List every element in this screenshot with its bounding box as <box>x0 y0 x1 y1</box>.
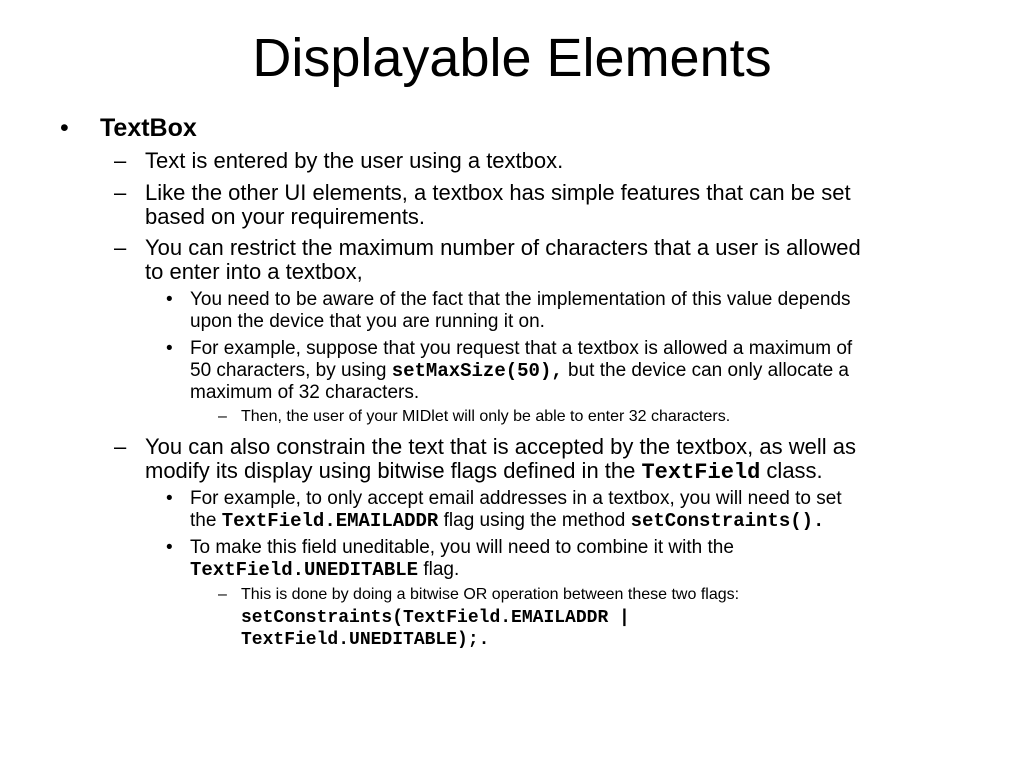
bullet-constrain-cont <box>145 458 823 485</box>
bullet-uneditable-cont <box>190 559 459 581</box>
bullet-aware-cont <box>190 311 545 333</box>
bullet-bitwise <box>218 585 740 605</box>
bullet-marker: • <box>166 338 173 359</box>
bullet-entered <box>114 148 564 173</box>
bullet-text: Like the other UI elements, a textbox has simple features that can be set <box>145 180 851 205</box>
bullet-text: Then, the user of your MIDlet will only be able to enter 32 characters. <box>241 408 731 425</box>
code-uneditable-call: TextField.UNEDITABLE);. <box>241 630 490 650</box>
bullet-text: You need to be aware of the fact that the implementation of this value depends <box>190 289 851 310</box>
code-uneditable: TextField.UNEDITABLE <box>190 559 419 581</box>
bullet-text: Text is entered by the user using a textbox. <box>145 148 564 173</box>
bullet-email <box>166 488 842 510</box>
bullet-then <box>218 407 731 427</box>
bullet-text: You can restrict the maximum number of characters that a user is allowed <box>145 235 861 260</box>
code-setmaxsize: setMaxSize(50), <box>391 360 563 382</box>
dash-marker: – <box>114 180 127 205</box>
code-textfield: TextField <box>641 460 761 485</box>
bullet-example-cont <box>190 360 849 382</box>
dash-marker: – <box>114 148 127 173</box>
bullet-restrict-cont <box>145 259 363 284</box>
bullet-text: You can also constrain the text that is accepted by the textbox, as well as <box>145 434 856 459</box>
dash-marker: – <box>114 235 127 260</box>
bullet-text: but the device can only allocate a <box>562 360 849 381</box>
bullet-like-cont <box>145 204 425 229</box>
bullet-example <box>166 338 853 360</box>
dash-marker: – <box>218 408 227 425</box>
bullet-like <box>114 180 851 205</box>
bullet-bitwise-code2 <box>241 627 489 651</box>
bullet-text: upon the device that you are running it on. <box>190 311 545 332</box>
bullet-text: class. <box>760 458 823 483</box>
dash-marker: – <box>114 434 127 459</box>
bullet-text: flag using the method <box>438 510 631 531</box>
bullet-constrain <box>114 434 856 459</box>
bullet-text: based on your requirements. <box>145 204 426 229</box>
bullet-text: flag. <box>418 559 460 580</box>
bullet-email-cont <box>190 510 824 532</box>
bullet-marker: • <box>166 289 173 310</box>
code-setconstraints: setConstraints(). <box>630 510 825 532</box>
bullet-bitwise-code1 <box>241 605 630 629</box>
bullet-marker: • <box>166 488 173 509</box>
bullet-marker: • <box>60 114 69 142</box>
bullet-text: TextBox <box>100 114 197 142</box>
bullet-text: To make this field uneditable, you will need to combine it with the <box>190 537 734 558</box>
bullet-restrict <box>114 235 861 260</box>
bullet-text: the <box>190 510 222 531</box>
code-emailaddr: TextField.EMAILADDR <box>221 510 439 532</box>
bullet-example-cont2 <box>190 382 419 404</box>
bullet-text: maximum of 32 characters. <box>190 382 420 403</box>
bullet-text: 50 characters, by using <box>190 360 392 381</box>
slide-title: Displayable Elements <box>252 28 772 88</box>
dash-marker: – <box>218 586 227 603</box>
code-setconstraints-call: setConstraints(TextField.EMAILADDR | <box>241 608 630 628</box>
bullet-text: to enter into a textbox, <box>145 259 363 284</box>
bullet-uneditable <box>166 537 734 559</box>
bullet-aware <box>166 289 851 311</box>
bullet-textbox <box>60 114 197 142</box>
bullet-text: For example, to only accept email addresses in a textbox, you will need to set <box>190 488 842 509</box>
bullet-text: For example, suppose that you request that a textbox is allowed a maximum of <box>190 338 853 359</box>
bullet-text: modify its display using bitwise flags defined in the <box>145 458 642 483</box>
bullet-marker: • <box>166 537 173 558</box>
bullet-text: This is done by doing a bitwise OR operation between these two flags: <box>241 586 740 603</box>
